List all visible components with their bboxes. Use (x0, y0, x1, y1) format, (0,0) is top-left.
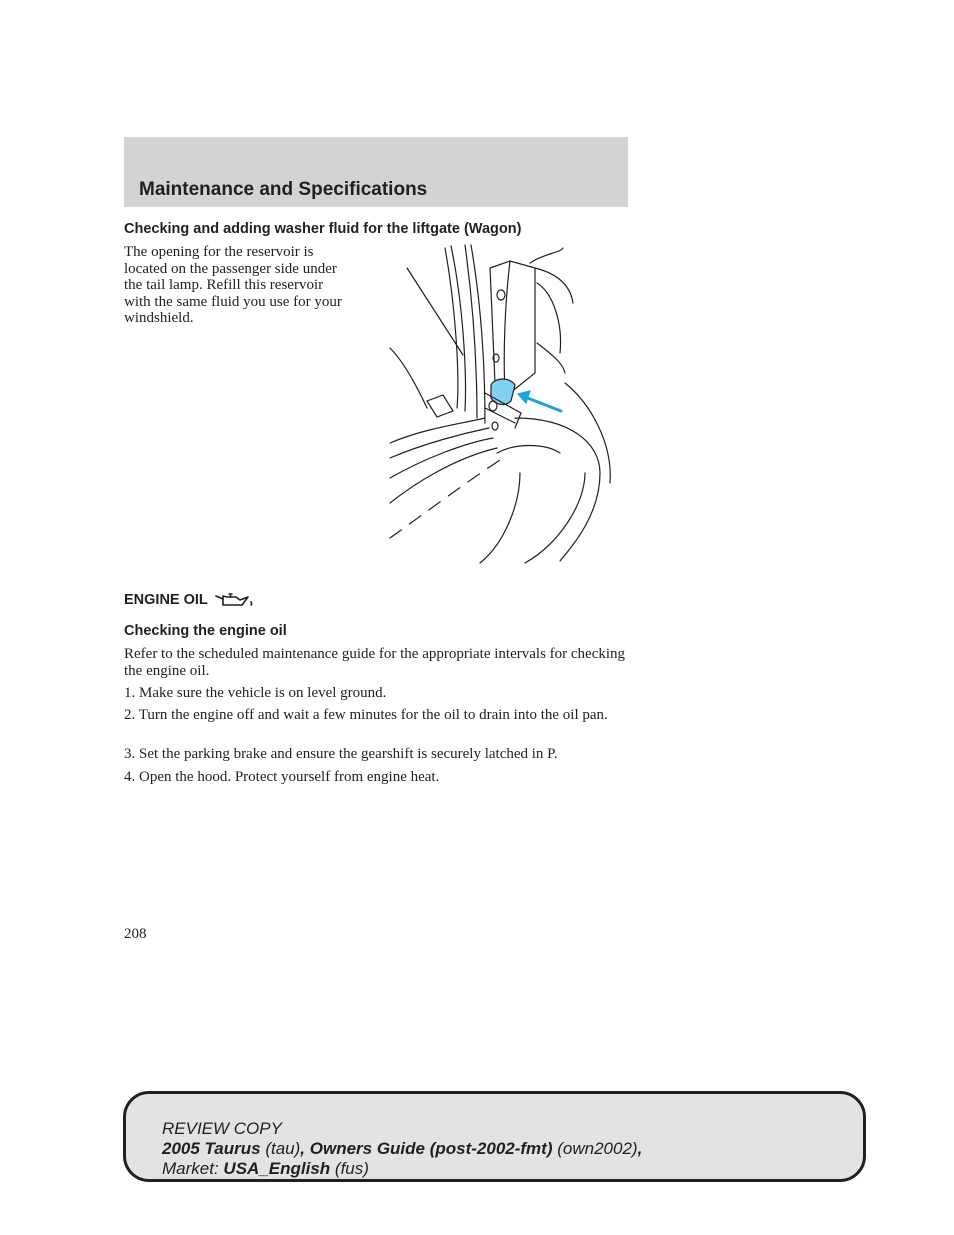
document-info-line (162, 1139, 642, 1159)
text-line: located on the passenger side under (124, 260, 337, 277)
review-copy-footer (123, 1091, 866, 1182)
guide-name: , Owners Guide (post-2002-fmt) (300, 1139, 553, 1158)
text-line: windshield. (124, 310, 194, 326)
text-line: The opening for the reservoir is (124, 244, 314, 260)
step-item: 1. Make sure the vehicle is on level ground. (124, 685, 387, 701)
step-item: 2. Turn the engine off and wait a few minutes for the oil to drain into the oil pan. (124, 707, 608, 723)
guide-code: (own2002) (557, 1139, 638, 1158)
market-line (162, 1159, 642, 1179)
engine-oil-heading (124, 591, 254, 609)
page-number: 208 (124, 926, 147, 942)
market-code: (fus) (334, 1159, 369, 1178)
text-line: the tail lamp. Refill this reservoir (124, 277, 324, 293)
step-item: 4. Open the hood. Protect yourself from engine heat. (124, 769, 440, 785)
washer-fluid-heading: Checking and adding washer fluid for the liftgate (Wagon) (124, 221, 522, 237)
washer-fluid-paragraph (124, 244, 380, 327)
liftgate-reservoir-illustration (385, 243, 617, 568)
section-header-band (124, 137, 628, 207)
market-label: Market: (162, 1159, 219, 1178)
step-item: 3. Set the parking brake and ensure the gearshift is securely latched in P. (124, 746, 558, 762)
engine-oil-intro: Refer to the scheduled maintenance guide for the appropriate intervals for checking the engine oil. (124, 646, 626, 679)
model-code: (tau) (265, 1139, 301, 1158)
engine-oil-heading-text: ENGINE OIL (124, 592, 208, 608)
separator: , (637, 1139, 643, 1158)
market-value: USA_English (223, 1159, 331, 1178)
page-title: Maintenance and Specifications (139, 179, 428, 200)
model-name: 2005 Taurus (162, 1139, 261, 1158)
text-line: with the same fluid you use for your (124, 293, 342, 310)
review-copy-label: REVIEW COPY (162, 1119, 282, 1138)
oil-can-icon (214, 591, 254, 609)
checking-engine-oil-heading: Checking the engine oil (124, 623, 287, 639)
